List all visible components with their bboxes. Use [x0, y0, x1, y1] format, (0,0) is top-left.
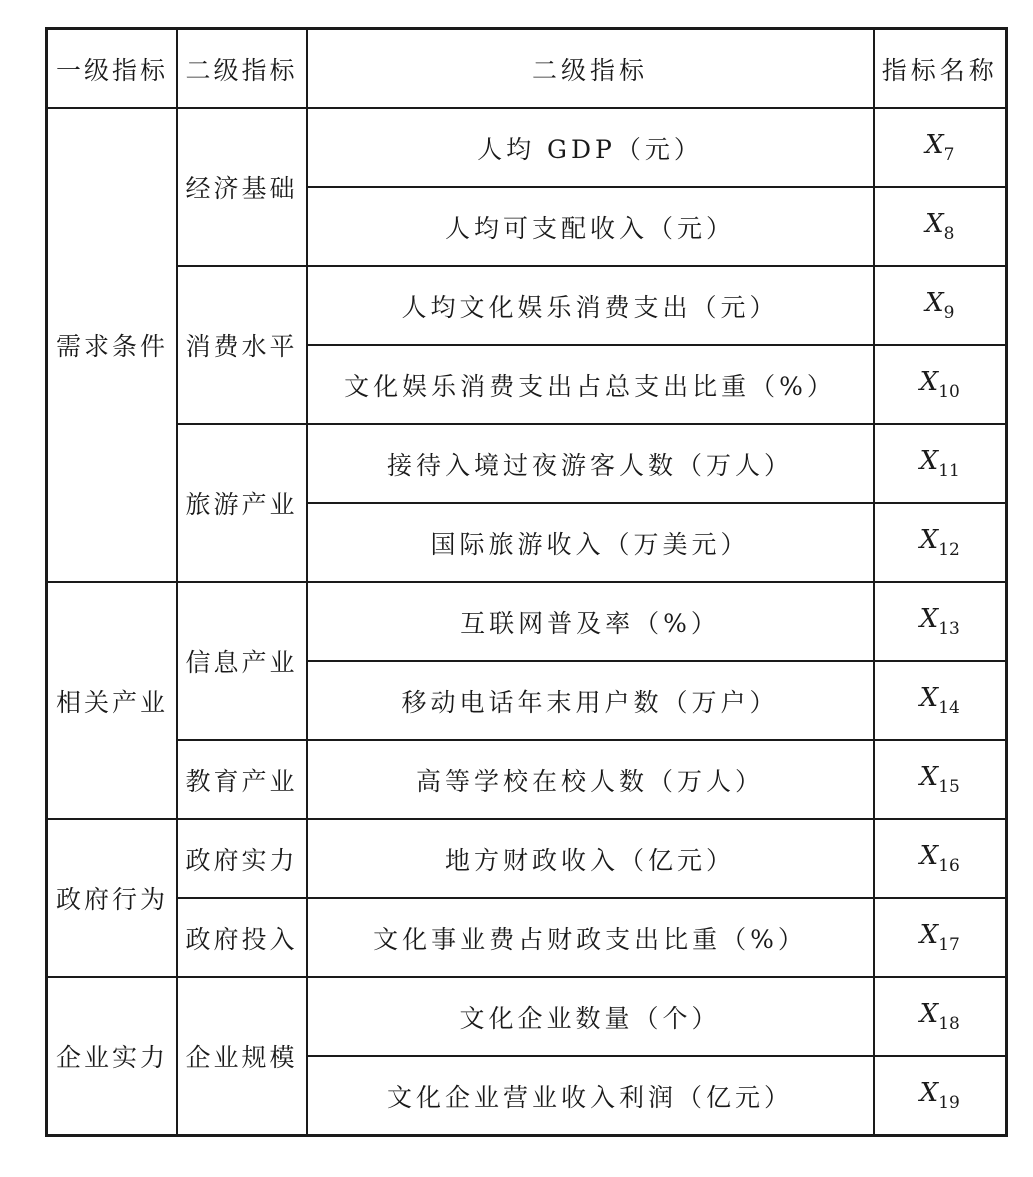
symbol-cell	[874, 503, 1007, 582]
variable-symbol	[919, 841, 960, 876]
variable-symbol	[919, 762, 960, 797]
indicator-cell: 人均 GDP（元）	[307, 108, 874, 187]
header-level1: 一级指标	[47, 29, 177, 109]
variable-letter: X	[919, 683, 939, 713]
header-symbol: 指标名称	[874, 29, 1007, 109]
variable-letter: X	[919, 920, 939, 950]
indicator-cell: 移动电话年末用户数（万户）	[307, 661, 874, 740]
table-row	[47, 740, 1007, 819]
variable-subscript: 16	[938, 856, 960, 876]
table-row	[47, 424, 1007, 503]
variable-subscript: 12	[938, 540, 960, 560]
variable-symbol	[919, 367, 960, 402]
variable-symbol	[919, 999, 960, 1034]
table-row	[47, 108, 1007, 187]
variable-letter: X	[919, 1078, 939, 1108]
indicator-cell: 人均可支配收入（元）	[307, 187, 874, 266]
level1-cell: 相关产业	[47, 582, 177, 819]
variable-symbol	[919, 525, 960, 560]
variable-subscript: 18	[938, 1014, 960, 1034]
variable-letter: X	[919, 762, 939, 792]
variable-letter: X	[919, 446, 939, 476]
table-body	[47, 108, 1007, 1136]
variable-subscript: 14	[938, 698, 960, 718]
table-row	[47, 582, 1007, 661]
level2-cell: 政府投入	[177, 898, 307, 977]
header-indicator: 二级指标	[307, 29, 874, 109]
variable-subscript: 13	[938, 619, 960, 639]
indicator-cell: 地方财政收入（亿元）	[307, 819, 874, 898]
variable-letter: X	[919, 367, 939, 397]
variable-letter: X	[919, 525, 939, 555]
indicator-cell: 文化企业数量（个）	[307, 977, 874, 1056]
table-row	[47, 819, 1007, 898]
variable-symbol	[919, 446, 960, 481]
variable-subscript: 9	[943, 303, 955, 323]
level2-cell: 教育产业	[177, 740, 307, 819]
level2-cell: 信息产业	[177, 582, 307, 740]
variable-letter: X	[919, 604, 939, 634]
variable-symbol	[919, 683, 960, 718]
table-row	[47, 977, 1007, 1056]
variable-letter: X	[925, 130, 944, 160]
symbol-cell	[874, 345, 1007, 424]
symbol-cell	[874, 1056, 1007, 1136]
symbol-cell	[874, 582, 1007, 661]
variable-subscript: 15	[938, 777, 960, 797]
header-row	[47, 29, 1007, 109]
variable-symbol	[925, 288, 955, 323]
level1-cell: 政府行为	[47, 819, 177, 977]
symbol-cell	[874, 977, 1007, 1056]
level2-cell: 政府实力	[177, 819, 307, 898]
level2-cell: 旅游产业	[177, 424, 307, 582]
indicator-cell: 文化娱乐消费支出占总支出比重（%）	[307, 345, 874, 424]
variable-subscript: 17	[938, 935, 960, 955]
symbol-cell	[874, 819, 1007, 898]
variable-symbol	[925, 130, 955, 165]
variable-symbol	[919, 604, 960, 639]
symbol-cell	[874, 266, 1007, 345]
variable-subscript: 7	[943, 145, 955, 165]
symbol-cell	[874, 661, 1007, 740]
variable-letter: X	[925, 209, 944, 239]
variable-symbol	[919, 1078, 960, 1113]
table-row	[47, 266, 1007, 345]
indicator-cell: 高等学校在校人数（万人）	[307, 740, 874, 819]
variable-symbol	[919, 920, 960, 955]
indicator-cell: 人均文化娱乐消费支出（元）	[307, 266, 874, 345]
variable-letter: X	[919, 841, 939, 871]
variable-subscript: 11	[938, 461, 960, 481]
variable-letter: X	[925, 288, 944, 318]
symbol-cell	[874, 108, 1007, 187]
variable-subscript: 8	[943, 224, 955, 244]
variable-subscript: 10	[938, 382, 960, 402]
level1-cell: 需求条件	[47, 108, 177, 582]
variable-subscript: 19	[938, 1093, 960, 1113]
header-level2: 二级指标	[177, 29, 307, 109]
symbol-cell	[874, 424, 1007, 503]
indicator-cell: 接待入境过夜游客人数（万人）	[307, 424, 874, 503]
indicator-table	[45, 27, 1008, 1137]
level2-cell: 经济基础	[177, 108, 307, 266]
table-header	[47, 29, 1007, 109]
level2-cell: 企业规模	[177, 977, 307, 1136]
symbol-cell	[874, 187, 1007, 266]
indicator-cell: 国际旅游收入（万美元）	[307, 503, 874, 582]
indicator-cell: 文化企业营业收入利润（亿元）	[307, 1056, 874, 1136]
symbol-cell	[874, 740, 1007, 819]
indicator-cell: 互联网普及率（%）	[307, 582, 874, 661]
level2-cell: 消费水平	[177, 266, 307, 424]
level1-cell: 企业实力	[47, 977, 177, 1136]
variable-symbol	[925, 209, 955, 244]
variable-letter: X	[919, 999, 939, 1029]
indicator-cell: 文化事业费占财政支出比重（%）	[307, 898, 874, 977]
symbol-cell	[874, 898, 1007, 977]
table-row	[47, 898, 1007, 977]
